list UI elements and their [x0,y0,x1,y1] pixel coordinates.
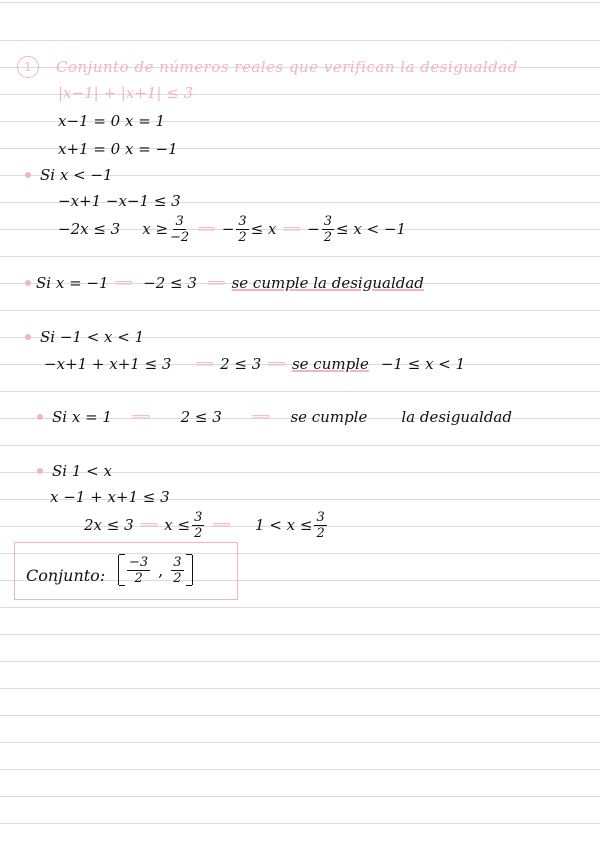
denominator: 2 [134,570,143,586]
numerator: 3 [175,213,184,229]
implies-arrow-icon: ⟹ [114,275,134,291]
case-5-step-b: x ≤ [164,516,191,534]
case-5-line-1: x −1 + x+1 ≤ 3 [50,488,170,506]
case-2-value: −2 ≤ 3 [143,274,197,292]
bullet-case-2 [25,280,31,286]
numerator: 3 [173,554,182,570]
denominator: 2 [194,525,203,541]
numerator: 3 [194,509,203,525]
case-3-range: −1 ≤ x < 1 [380,355,466,373]
numerator: 3 [238,213,247,229]
bullet-case-4 [37,414,43,420]
exercise-title: Conjunto de números reales que verifican la desigualdad [56,58,518,76]
bullet-case-1 [25,172,31,178]
case-1-result: ≤ x < −1 [336,220,407,238]
case-1-line-2 [58,212,406,246]
case-1-frac-d [322,215,334,244]
numerator: 3 [316,509,325,525]
case-4-line [52,408,512,426]
minus-sign: − [307,220,320,238]
interval-lower [127,556,150,585]
root-2: x+1 = 0 x = −1 [58,140,178,158]
bullet-case-5 [37,468,43,474]
answer-label: Conjunto: [26,566,106,585]
case-5-line-2 [84,508,329,542]
minus-sign: − [221,220,235,238]
numerator: 3 [323,213,332,229]
root-1: x−1 = 0 x = 1 [58,112,166,130]
implies-arrow-icon: ⟹ [195,356,215,372]
case-1-line-1: −x+1 −x−1 ≤ 3 [58,192,181,210]
implies-arrow-icon: ⟹ [267,356,286,372]
implies-arrow-icon: ⟹ [206,275,226,291]
denominator: 2 [323,229,332,245]
implies-arrow-icon: ⟹ [197,221,216,237]
case-5-result: 1 < x ≤ [255,516,313,534]
case-4-value: 2 ≤ 3 [180,408,222,426]
interval-upper [171,556,183,585]
case-4-note-1: se cumple [290,408,368,426]
case-1-step-c: ≤ x [250,220,277,238]
denominator: 2 [238,229,247,245]
exercise-inequality: |x−1| + |x+1| ≤ 3 [58,84,194,102]
case-2-note: se cumple la desigualdad [231,274,424,292]
case-2-line [36,274,424,292]
implies-arrow-icon: ⟹ [251,409,271,425]
case-3-line [44,355,465,373]
case-1-frac-c [236,215,248,244]
case-1-step-a: −2x ≤ 3 [58,220,121,238]
implies-arrow-icon: ⟹ [212,517,232,533]
case-2-condition: Si x = −1 [36,274,109,292]
case-1-step-b: x ≥ [142,220,169,238]
implies-arrow-icon: ⟹ [131,409,151,425]
bullet-case-3 [25,334,31,340]
denominator: −2 [170,229,190,245]
case-3-condition: Si −1 < x < 1 [40,328,145,346]
case-1-frac-b [170,215,189,244]
case-4-note-2: la desigualdad [401,408,512,426]
interval-separator: , [158,560,164,580]
case-4-condition: Si x = 1 [52,408,112,426]
denominator: 2 [316,525,325,541]
answer-interval [118,555,193,585]
case-3-value: 2 ≤ 3 [220,355,262,373]
implies-arrow-icon: ⟹ [139,517,159,533]
case-5-step-a: 2x ≤ 3 [84,516,134,534]
case-5-frac-c [314,511,326,540]
exercise-number: 1 [17,56,39,78]
case-3-step: −x+1 + x+1 ≤ 3 [44,355,172,373]
numerator: −3 [129,554,149,570]
case-5-frac-b [192,511,204,540]
case-5-condition: Si 1 < x [52,462,112,480]
implies-arrow-icon: ⟹ [282,221,302,237]
case-3-note: se cumple [291,355,369,373]
case-1-condition: Si x < −1 [40,166,113,184]
denominator: 2 [173,570,182,586]
